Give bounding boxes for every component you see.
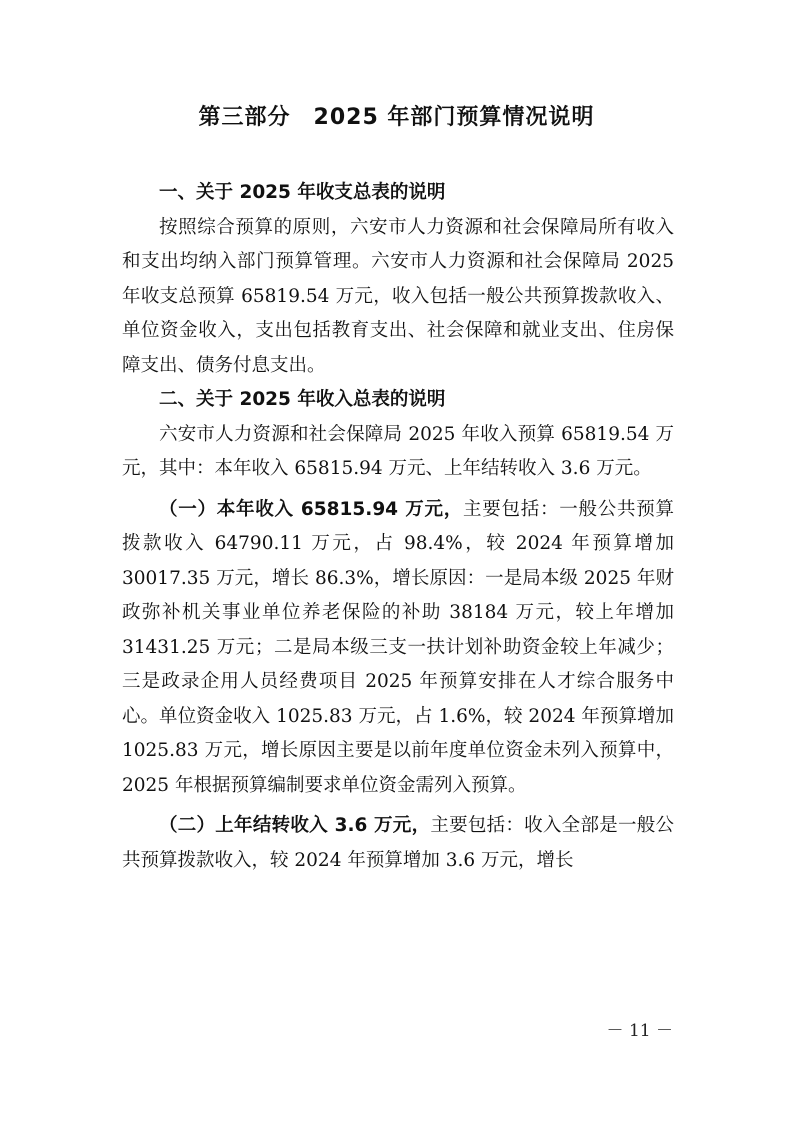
item-2-paragraph — [122, 809, 674, 878]
item-2-text: 主要包括：收入全部是一般公共预算拨款收入，较 2024 年预算增加 3.6 万元，增长 — [122, 815, 674, 871]
section-heading-1: 一、关于 2025 年收支总表的说明 — [159, 182, 446, 203]
section-paragraph-1: 按照综合预算的原则，六安市人力资源和社会保障局所有收入和支出均纳入部门预算管理。六安市人力资源和社会保障局 2025 年收支总预算 65819.54 万元，收入包括一般公共预算拨款收入、单位资金收入，支出包括教育支出、社会保障和就业支出、住房保障支出、债务付息支出。 — [122, 216, 674, 376]
section-heading-2: 二、关于 2025 年收入总表的说明 — [159, 389, 446, 410]
item-1-paragraph — [122, 493, 674, 804]
item-1-lead: （一）本年收入 65815.94 万元， — [159, 498, 463, 520]
page-number: － 11 － — [606, 1021, 673, 1041]
document-body — [122, 176, 674, 878]
item-1-text: 主要包括：一般公共预算拨款收入 64790.11 万元，占 98.4%，较 2024 年预算增加 30017.35 万元，增长 86.3%，增长原因：一是局本级 2025 年财政弥补机关事业单位养老保险的补助 38184 万元，较上年增加 31431.25 万元；二是局本级三支一扶计划补助资金较上年减少；三是政录企用人员经费项目 2025 年预算安排在人才综合服务中心。单位资金收入 1025.83 万元，占 1.6%，较 2024 年预算增加 1025.83 万元，增长原因主要是以前年度单位资金未列入预算中，2025 年根据预算编制要求单位资金需列入预算。 — [122, 498, 674, 796]
item-2-lead: （二）上年结转收入 3.6 万元， — [159, 815, 431, 836]
page-title: 第三部分 2025 年部门预算情况说明 — [198, 105, 595, 130]
section-paragraph-2: 六安市人力资源和社会保障局 2025 年收入预算 65819.54 万元，其中：本年收入 65815.94 万元、上年结转收入 3.6 万元。 — [122, 423, 674, 479]
